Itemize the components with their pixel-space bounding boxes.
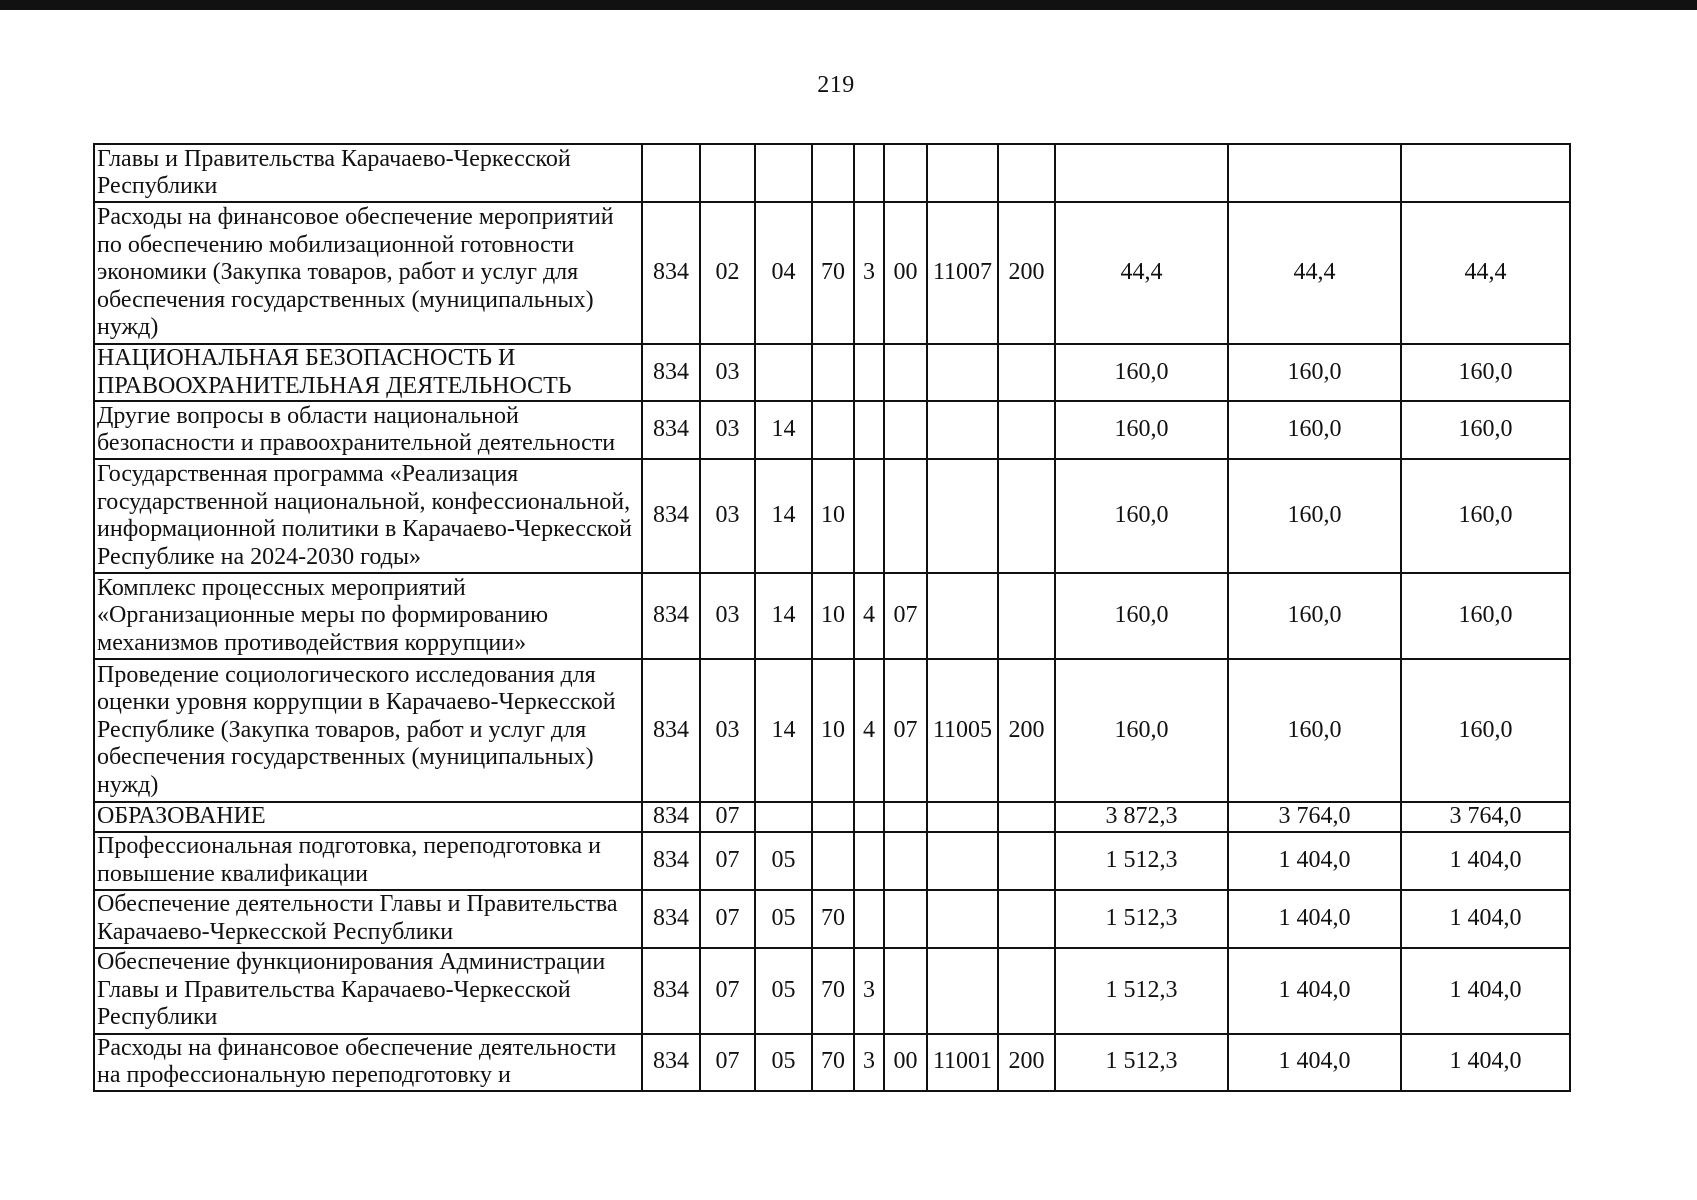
table-row <box>94 459 1570 573</box>
row-name-cell: ОБРАЗОВАНИЕ <box>94 802 642 832</box>
program-type-code-cell: 4 <box>854 659 884 802</box>
table-row <box>94 144 1570 202</box>
amount-cell-year-2: 160,0 <box>1228 401 1401 459</box>
subsection-code-cell <box>755 802 812 832</box>
amount-cell-year-3 <box>1401 144 1570 202</box>
section-code-cell: 07 <box>700 832 755 890</box>
program-type-code-cell <box>854 401 884 459</box>
expense-type-code-cell: 200 <box>998 202 1055 344</box>
expense-type-code-cell <box>998 344 1055 401</box>
subsection-code-cell <box>755 344 812 401</box>
subprogram-code-cell: 00 <box>884 202 927 344</box>
table-row <box>94 401 1570 459</box>
direction-code-cell <box>927 573 998 659</box>
subprogram-code-cell <box>884 344 927 401</box>
program-type-code-cell <box>854 344 884 401</box>
expense-type-code-cell <box>998 401 1055 459</box>
ministry-code-cell: 834 <box>642 890 700 948</box>
expense-type-code-cell <box>998 802 1055 832</box>
amount-cell-year-1: 160,0 <box>1055 659 1228 802</box>
subprogram-code-cell: 07 <box>884 573 927 659</box>
amount-cell-year-2: 1 404,0 <box>1228 948 1401 1034</box>
amount-cell-year-2: 160,0 <box>1228 344 1401 401</box>
table-row <box>94 1034 1570 1091</box>
section-code-cell: 03 <box>700 659 755 802</box>
expense-type-code-cell: 200 <box>998 1034 1055 1091</box>
row-name-cell: Главы и Правительства Карачаево-Черкесской Республики <box>94 144 642 202</box>
subprogram-code-cell <box>884 832 927 890</box>
page-number: 219 <box>817 72 855 98</box>
ministry-code-cell: 834 <box>642 459 700 573</box>
expense-type-code-cell: 200 <box>998 659 1055 802</box>
section-code-cell: 03 <box>700 459 755 573</box>
subsection-code-cell: 05 <box>755 1034 812 1091</box>
program-code-cell: 10 <box>812 659 854 802</box>
amount-cell-year-3: 44,4 <box>1401 202 1570 344</box>
row-name-cell: Другие вопросы в области национальной безопасности и правоохранительной деятельности <box>94 401 642 459</box>
ministry-code-cell: 834 <box>642 573 700 659</box>
amount-cell-year-3: 160,0 <box>1401 344 1570 401</box>
row-name-cell: Комплекс процессных мероприятий «Организационные меры по формированию механизмов противодействия коррупции» <box>94 573 642 659</box>
row-name-cell: Обеспечение деятельности Главы и Правительства Карачаево-Черкесской Республики <box>94 890 642 948</box>
subprogram-code-cell <box>884 802 927 832</box>
expense-type-code-cell <box>998 890 1055 948</box>
subsection-code-cell: 05 <box>755 948 812 1034</box>
subsection-code-cell: 14 <box>755 459 812 573</box>
row-name-cell: Профессиональная подготовка, переподготовка и повышение квалификации <box>94 832 642 890</box>
section-code-cell: 03 <box>700 344 755 401</box>
amount-cell-year-3: 160,0 <box>1401 459 1570 573</box>
amount-cell-year-3: 3 764,0 <box>1401 802 1570 832</box>
program-code-cell <box>812 832 854 890</box>
section-code-cell <box>700 144 755 202</box>
amount-cell-year-3: 1 404,0 <box>1401 890 1570 948</box>
program-code-cell: 10 <box>812 459 854 573</box>
amount-cell-year-1: 44,4 <box>1055 202 1228 344</box>
amount-cell-year-1: 1 512,3 <box>1055 948 1228 1034</box>
section-code-cell: 07 <box>700 802 755 832</box>
amount-cell-year-3: 1 404,0 <box>1401 948 1570 1034</box>
program-type-code-cell <box>854 144 884 202</box>
subprogram-code-cell <box>884 459 927 573</box>
program-code-cell: 10 <box>812 573 854 659</box>
direction-code-cell <box>927 832 998 890</box>
scan-top-border <box>0 0 1697 10</box>
subprogram-code-cell <box>884 948 927 1034</box>
direction-code-cell <box>927 948 998 1034</box>
program-code-cell <box>812 344 854 401</box>
amount-cell-year-1: 160,0 <box>1055 573 1228 659</box>
subprogram-code-cell <box>884 401 927 459</box>
program-type-code-cell <box>854 802 884 832</box>
table-row <box>94 344 1570 401</box>
amount-cell-year-2: 1 404,0 <box>1228 1034 1401 1091</box>
amount-cell-year-2: 1 404,0 <box>1228 890 1401 948</box>
ministry-code-cell: 834 <box>642 202 700 344</box>
table-row <box>94 202 1570 344</box>
amount-cell-year-2 <box>1228 144 1401 202</box>
amount-cell-year-1: 160,0 <box>1055 459 1228 573</box>
program-code-cell <box>812 144 854 202</box>
program-type-code-cell <box>854 832 884 890</box>
table-row <box>94 948 1570 1034</box>
table-row <box>94 573 1570 659</box>
row-name-cell: Расходы на финансовое обеспечение деятельности на профессиональную переподготовку и <box>94 1034 642 1091</box>
subsection-code-cell: 14 <box>755 659 812 802</box>
ministry-code-cell: 834 <box>642 802 700 832</box>
ministry-code-cell: 834 <box>642 344 700 401</box>
subsection-code-cell: 04 <box>755 202 812 344</box>
amount-cell-year-1: 1 512,3 <box>1055 890 1228 948</box>
table-row <box>94 802 1570 832</box>
program-code-cell <box>812 401 854 459</box>
program-type-code-cell: 3 <box>854 1034 884 1091</box>
ministry-code-cell: 834 <box>642 832 700 890</box>
direction-code-cell: 11007 <box>927 202 998 344</box>
row-name-cell: Проведение социологического исследования для оценки уровня коррупции в Карачаево-Черкесской Республике (Закупка товаров, работ и услуг для обеспечения государственных (муниципальных) нужд) <box>94 659 642 802</box>
amount-cell-year-2: 3 764,0 <box>1228 802 1401 832</box>
direction-code-cell <box>927 144 998 202</box>
expense-type-code-cell <box>998 948 1055 1034</box>
subsection-code-cell: 05 <box>755 890 812 948</box>
direction-code-cell: 11001 <box>927 1034 998 1091</box>
program-code-cell: 70 <box>812 1034 854 1091</box>
program-type-code-cell: 4 <box>854 573 884 659</box>
program-type-code-cell: 3 <box>854 202 884 344</box>
row-name-cell: Расходы на финансовое обеспечение мероприятий по обеспечению мобилизационной готовности экономики (Закупка товаров, работ и услуг для обеспечения государственных (муниципальных) нужд) <box>94 202 642 344</box>
amount-cell-year-1: 1 512,3 <box>1055 832 1228 890</box>
amount-cell-year-1: 3 872,3 <box>1055 802 1228 832</box>
amount-cell-year-3: 1 404,0 <box>1401 1034 1570 1091</box>
expense-type-code-cell <box>998 459 1055 573</box>
amount-cell-year-1 <box>1055 144 1228 202</box>
program-code-cell: 70 <box>812 948 854 1034</box>
direction-code-cell <box>927 401 998 459</box>
direction-code-cell <box>927 459 998 573</box>
amount-cell-year-2: 160,0 <box>1228 659 1401 802</box>
subprogram-code-cell: 07 <box>884 659 927 802</box>
table-row <box>94 890 1570 948</box>
program-code-cell: 70 <box>812 202 854 344</box>
table-row <box>94 659 1570 802</box>
direction-code-cell <box>927 344 998 401</box>
amount-cell-year-3: 160,0 <box>1401 401 1570 459</box>
table-body <box>94 144 1570 1091</box>
subsection-code-cell: 05 <box>755 832 812 890</box>
amount-cell-year-3: 1 404,0 <box>1401 832 1570 890</box>
expense-type-code-cell <box>998 832 1055 890</box>
ministry-code-cell: 834 <box>642 659 700 802</box>
amount-cell-year-1: 1 512,3 <box>1055 1034 1228 1091</box>
section-code-cell: 03 <box>700 573 755 659</box>
expense-type-code-cell <box>998 573 1055 659</box>
ministry-code-cell <box>642 144 700 202</box>
direction-code-cell: 11005 <box>927 659 998 802</box>
direction-code-cell <box>927 890 998 948</box>
subsection-code-cell: 14 <box>755 573 812 659</box>
ministry-code-cell: 834 <box>642 1034 700 1091</box>
row-name-cell: Государственная программа «Реализация государственной национальной, конфессиональной, информационной политики в Карачаево-Черкесской Республике на 2024-2030 годы» <box>94 459 642 573</box>
amount-cell-year-2: 1 404,0 <box>1228 832 1401 890</box>
program-code-cell: 70 <box>812 890 854 948</box>
subprogram-code-cell <box>884 890 927 948</box>
subprogram-code-cell <box>884 144 927 202</box>
program-code-cell <box>812 802 854 832</box>
direction-code-cell <box>927 802 998 832</box>
subsection-code-cell: 14 <box>755 401 812 459</box>
expense-type-code-cell <box>998 144 1055 202</box>
program-type-code-cell: 3 <box>854 948 884 1034</box>
section-code-cell: 03 <box>700 401 755 459</box>
amount-cell-year-2: 160,0 <box>1228 459 1401 573</box>
amount-cell-year-1: 160,0 <box>1055 401 1228 459</box>
amount-cell-year-1: 160,0 <box>1055 344 1228 401</box>
subprogram-code-cell: 00 <box>884 1034 927 1091</box>
row-name-cell: Обеспечение функционирования Администрации Главы и Правительства Карачаево-Черкесской Республики <box>94 948 642 1034</box>
amount-cell-year-3: 160,0 <box>1401 573 1570 659</box>
subsection-code-cell <box>755 144 812 202</box>
section-code-cell: 07 <box>700 948 755 1034</box>
section-code-cell: 02 <box>700 202 755 344</box>
table-row <box>94 832 1570 890</box>
program-type-code-cell <box>854 459 884 573</box>
section-code-cell: 07 <box>700 890 755 948</box>
amount-cell-year-2: 160,0 <box>1228 573 1401 659</box>
section-code-cell: 07 <box>700 1034 755 1091</box>
budget-table <box>93 143 1571 1092</box>
row-name-cell: НАЦИОНАЛЬНАЯ БЕЗОПАСНОСТЬ И ПРАВООХРАНИТЕЛЬНАЯ ДЕЯТЕЛЬНОСТЬ <box>94 344 642 401</box>
program-type-code-cell <box>854 890 884 948</box>
amount-cell-year-2: 44,4 <box>1228 202 1401 344</box>
ministry-code-cell: 834 <box>642 401 700 459</box>
amount-cell-year-3: 160,0 <box>1401 659 1570 802</box>
ministry-code-cell: 834 <box>642 948 700 1034</box>
